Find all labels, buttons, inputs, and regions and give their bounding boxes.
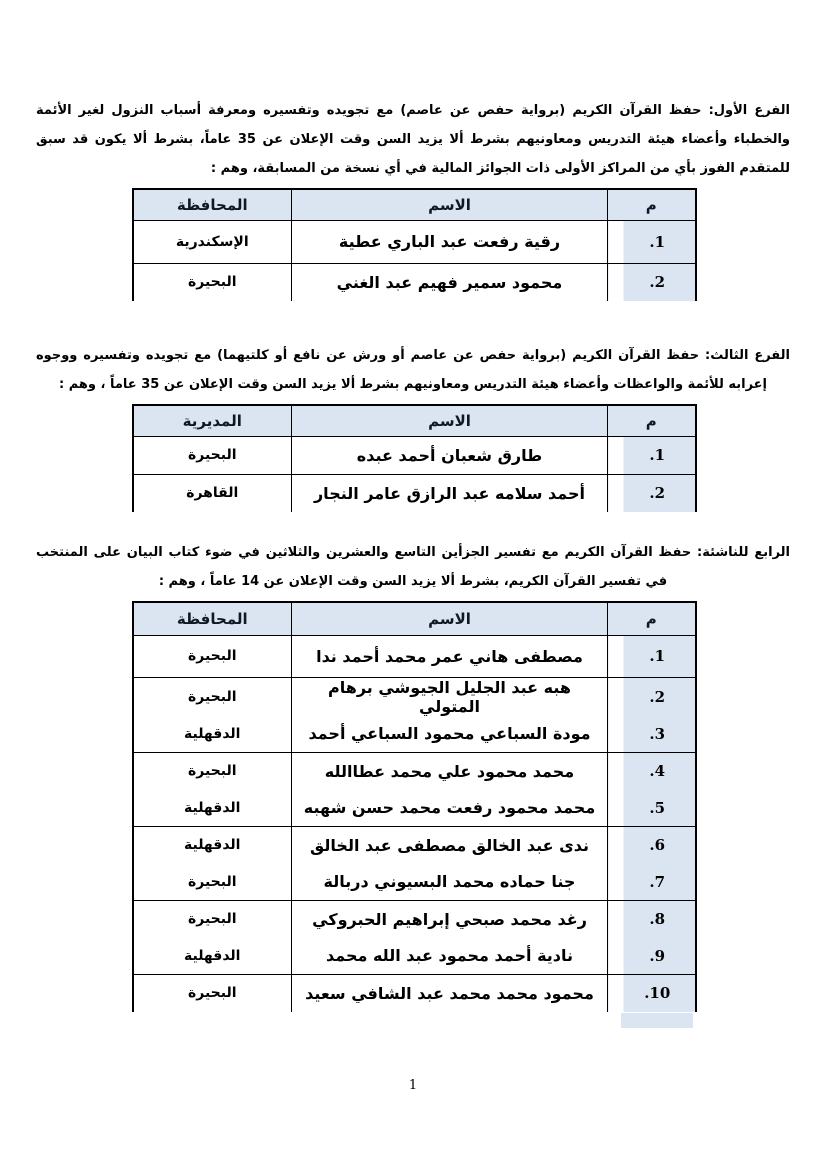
row-name-cell: ندى عبد الخالق مصطفى عبد الخالق bbox=[292, 827, 608, 864]
col-header-region: المديرية bbox=[133, 405, 292, 436]
winners-table bbox=[132, 188, 697, 301]
row-region-cell: الإسكندرية bbox=[175, 233, 249, 250]
row-name-cell: محمود محمد محمد عبد الشافي سعيد bbox=[292, 975, 608, 1012]
table-header-row bbox=[133, 602, 696, 635]
table-header-row bbox=[133, 405, 696, 436]
row-region-cell: البحيرة bbox=[133, 753, 292, 790]
table-row bbox=[133, 474, 696, 512]
row-index-cell: .2 bbox=[608, 263, 696, 301]
table-row bbox=[133, 827, 696, 864]
section-branch-three bbox=[36, 341, 790, 512]
col-header-name: الاسم bbox=[292, 405, 608, 436]
table-row bbox=[133, 677, 696, 716]
row-region-cell: البحيرة bbox=[133, 901, 292, 938]
row-index-cell: .7 bbox=[608, 864, 696, 901]
row-index-cell: .3 bbox=[608, 716, 696, 753]
row-region-cell: البحيرة bbox=[187, 648, 237, 664]
col-header-region: المحافظة bbox=[133, 189, 292, 220]
row-index-cell: .6 bbox=[608, 827, 696, 864]
winners-table-wrap bbox=[132, 601, 695, 1012]
row-name-cell: طارق شعبان أحمد عبده bbox=[292, 436, 608, 474]
table-row bbox=[133, 753, 696, 790]
col-header-name: الاسم bbox=[292, 189, 608, 220]
row-name-cell: مصطفى هاني عمر محمد أحمد ندا bbox=[292, 635, 608, 677]
row-region-cell: البحيرة bbox=[187, 873, 237, 890]
row-region-cell: البحيرة bbox=[133, 677, 292, 716]
row-index-cell: .2 bbox=[608, 474, 696, 512]
row-index-cell: .10 bbox=[608, 975, 696, 1012]
section-branch-one bbox=[36, 96, 790, 301]
row-name-cell: هبه عبد الجليل الجيوشي برهام المتولي bbox=[292, 677, 608, 716]
winners-table-wrap bbox=[132, 188, 695, 301]
section-branch-four-youth bbox=[36, 538, 790, 1012]
row-name-cell: نادية أحمد محمود عبد الله محمد bbox=[292, 938, 608, 975]
row-index-cell: .9 bbox=[608, 938, 696, 975]
row-name-cell: رغد محمد صبحي إبراهيم الحبروكي bbox=[292, 901, 608, 938]
table-row bbox=[133, 436, 696, 474]
row-region-cell: الدقهلية bbox=[184, 947, 241, 964]
table-row bbox=[133, 716, 696, 753]
row-index-cell: .8 bbox=[608, 901, 696, 938]
table-row bbox=[133, 263, 696, 301]
table-row bbox=[133, 790, 696, 827]
table-row bbox=[133, 220, 696, 263]
winners-table bbox=[132, 404, 697, 512]
col-header-index: م bbox=[608, 602, 696, 635]
page-content bbox=[36, 96, 790, 1012]
page-number: 1 bbox=[408, 1078, 418, 1093]
row-region-cell: البحيرة bbox=[133, 263, 292, 301]
row-name-cell: مودة السباعي محمود السباعي أحمد bbox=[292, 716, 608, 753]
row-index-cell: .5 bbox=[608, 790, 696, 827]
row-index-cell: .4 bbox=[608, 753, 696, 790]
row-region-cell: البحيرة bbox=[187, 447, 237, 463]
col-header-name: الاسم bbox=[292, 602, 608, 635]
table-row bbox=[133, 635, 696, 677]
row-name-cell: محمد محمود رفعت محمد حسن شهبه bbox=[292, 790, 608, 827]
row-region-cell: البحيرة bbox=[133, 975, 292, 1012]
row-index-cell: .1 bbox=[608, 635, 696, 677]
row-index-cell: .1 bbox=[608, 220, 696, 263]
row-name-cell: رقية رفعت عبد الباري عطية bbox=[292, 220, 608, 263]
row-name-cell: أحمد سلامه عبد الرازق عامر النجار bbox=[292, 474, 608, 512]
table-row bbox=[133, 864, 696, 901]
winners-table-wrap bbox=[132, 404, 695, 512]
col-header-index: م bbox=[608, 189, 696, 220]
winners-table bbox=[132, 601, 697, 1012]
table-row bbox=[133, 938, 696, 975]
col-header-index: م bbox=[608, 405, 696, 436]
row-region-cell: القاهرة bbox=[133, 474, 292, 512]
table-continuation-shade bbox=[621, 1013, 693, 1028]
row-region-cell: الدقهلية bbox=[133, 827, 292, 864]
row-name-cell: محمود سمير فهيم عبد الغني bbox=[292, 263, 608, 301]
row-index-cell: .2 bbox=[608, 677, 696, 716]
row-index-cell: .1 bbox=[608, 436, 696, 474]
row-region-cell: الدقهلية bbox=[184, 725, 241, 742]
table-header-row bbox=[133, 189, 696, 220]
col-header-region: المحافظة bbox=[133, 602, 292, 635]
section-intro: الفرع الثالث: حفظ القرآن الكريم (برواية حفص عن عاصم أو ورش عن نافع أو كلتيهما) مع تجويده وتفسيره ووجوه إعرابه للأئمة والواعظات وأعضاء هيئة التدريس ومعاونيهم بشرط ألا يزيد السن وقت الإعلان عن 35 عاماً ، وهم : bbox=[36, 348, 790, 392]
row-region-cell: الدقهلية bbox=[184, 799, 241, 816]
table-row bbox=[133, 901, 696, 938]
row-name-cell: محمد محمود علي محمد عطاالله bbox=[292, 753, 608, 790]
table-row bbox=[133, 975, 696, 1012]
section-intro: الفرع الأول: حفظ القرآن الكريم (برواية حفص عن عاصم) مع تجويده وتفسيره ومعرفة أسباب النزول لغير الأئمة والخطباء وأعضاء هيئة التدريس ومعاونيهم بشرط ألا يزيد السن وقت الإعلان عن 35 عاماً، بشرط ألا يكون قد سبق للمتقدم الفوز بأي من المراكز الأولى ذات الجوائز المالية في أي نسخة من المسابقة، وهم : bbox=[36, 103, 790, 176]
row-name-cell: جنا حماده محمد البسيوني دربالة bbox=[292, 864, 608, 901]
section-intro: الرابع للناشئة: حفظ القرآن الكريم مع تفسير الجزأين التاسع والعشرين والثلاثين في ضوء كتاب البيان على المنتخب في تفسير القرآن الكريم، بشرط ألا يزيد السن وقت الإعلان عن 14 عاماً ، وهم : bbox=[36, 545, 790, 589]
